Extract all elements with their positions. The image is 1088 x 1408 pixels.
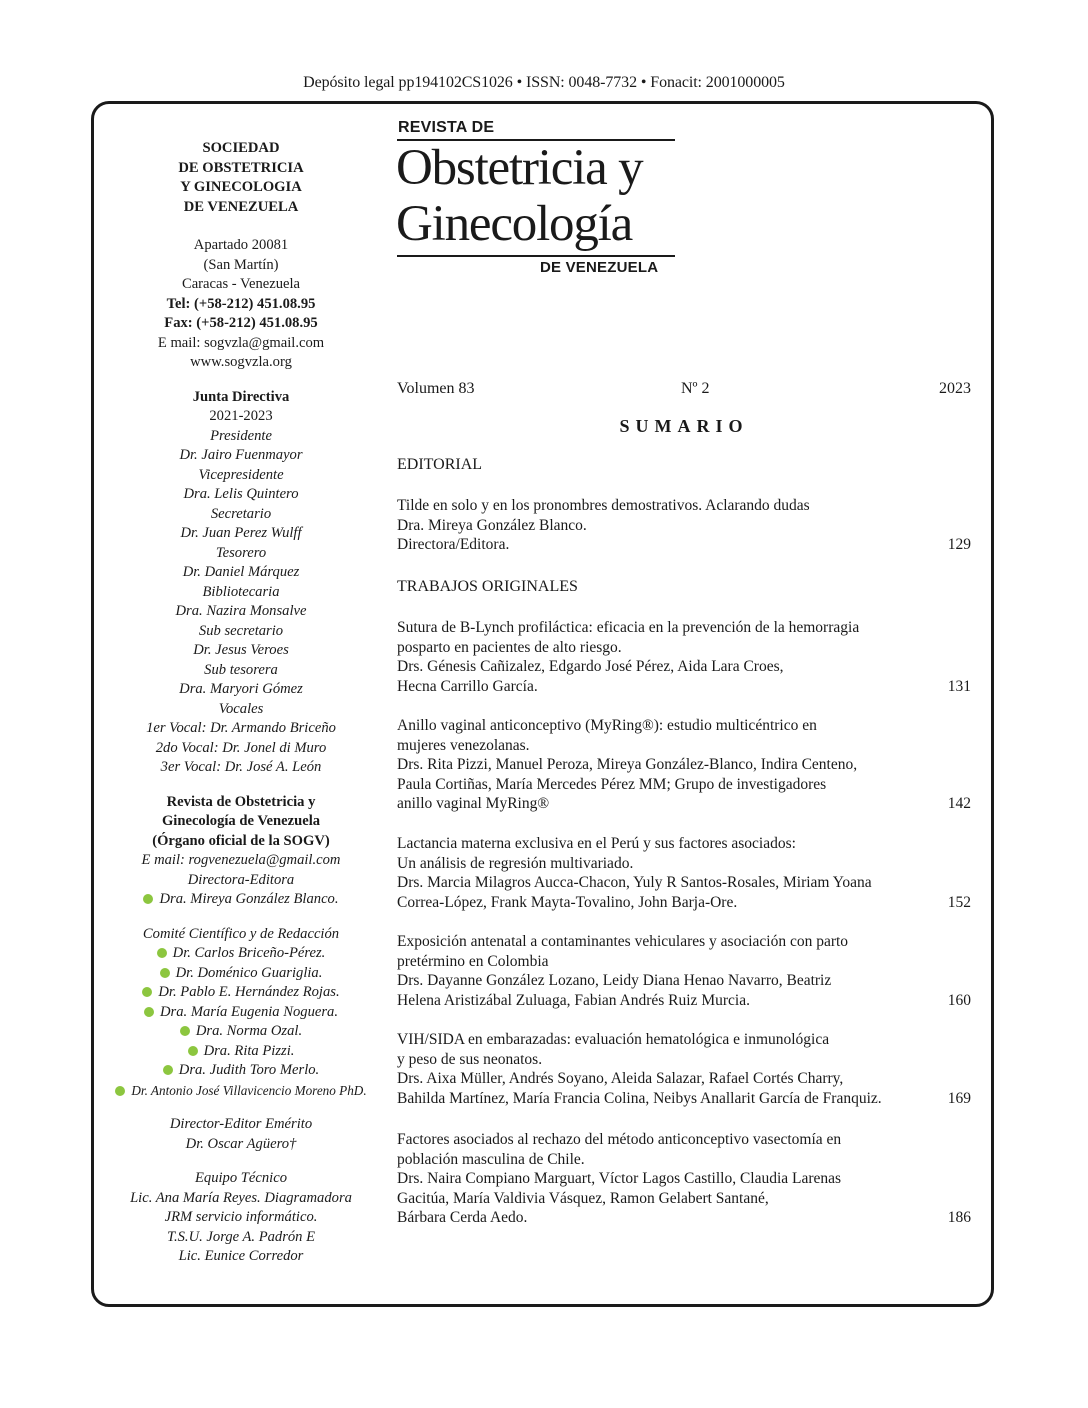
society-name-line: DE VENEZUELA — [183, 198, 299, 215]
header-line: Depósito legal pp194102CS1026 • ISSN: 0048-7732 • Fonacit: 2001000005 — [303, 74, 785, 91]
toc-line: VIH/SIDA en embarazadas: evaluación hematológica e inmunológica — [397, 1031, 830, 1048]
issue-year: 2023 — [939, 380, 971, 397]
toc-entry[interactable] — [397, 1130, 971, 1228]
committee-member-name: Dr. Carlos Briceño-Pérez. — [172, 945, 326, 961]
orcid-icon[interactable] — [143, 894, 153, 904]
toc-line: Drs. Aixa Müller, Andrés Soyano, Aleida Salazar, Rafael Cortés Charry, — [397, 1070, 844, 1087]
emeritus-role: Director-Editor Emérito — [169, 1116, 313, 1132]
committee-member-name: Dra. Rita Pizzi. — [203, 1042, 295, 1059]
toc-line: Factores asociados al rechazo del método anticonceptivo vasectomía en — [397, 1131, 842, 1148]
masthead-title-line: Ginecología — [396, 196, 633, 252]
journal-director — [112, 890, 370, 910]
toc-entry-text — [397, 932, 932, 1010]
committee-member — [112, 983, 370, 1003]
toc-line: Drs. Rita Pizzi, Manuel Peroza, Mireya González-Blanco, Indira Centeno, — [397, 756, 858, 773]
board-role: Secretario — [210, 505, 272, 522]
society-name-line: Y GINECOLOGIA — [180, 179, 302, 195]
orcid-icon[interactable] — [180, 1026, 190, 1036]
orcid-icon[interactable] — [115, 1086, 125, 1096]
journal-line: (Órgano oficial de la SOGV) — [152, 832, 330, 849]
toc-line: Bárbara Cerda Aedo. — [397, 1209, 528, 1226]
toc-entry[interactable] — [397, 1030, 971, 1108]
masthead-title-line: Obstetricia y — [396, 140, 643, 196]
toc-entry[interactable] — [397, 618, 971, 696]
orcid-icon[interactable] — [163, 1065, 173, 1075]
toc-line: Anillo vaginal anticonceptivo (MyRing®): estudio multicéntrico en — [397, 717, 817, 734]
team-title: Equipo Técnico — [194, 1170, 287, 1186]
team-member: Lic. Ana María Reyes. Diagramadora — [130, 1189, 352, 1206]
toc-line: Drs. Naira Compiano Marguart, Víctor Lagos Castillo, Claudia Larenas — [397, 1170, 842, 1187]
board-role: Tesorero — [215, 544, 267, 561]
masthead-rule-bottom — [397, 255, 675, 257]
committee-member-name: Dra. María Eugenia Noguera. — [160, 1003, 338, 1020]
board-member: Dra. Maryori Gómez — [179, 681, 303, 697]
toc-entry-text — [397, 496, 932, 555]
toc-entry[interactable] — [397, 716, 971, 814]
committee-member-name: Dr. Doménico Guariglia. — [175, 964, 323, 981]
team-member: JRM servicio informático. — [164, 1209, 318, 1225]
toc-line: Un análisis de regresión multivariado. — [397, 854, 634, 872]
committee-member-name: Dr. Antonio José Villavicencio Moreno PhD. — [131, 1082, 367, 1098]
toc-line: población masculina de Chile. — [397, 1150, 585, 1168]
issue-line — [397, 380, 971, 400]
team-member: T.S.U. Jorge A. Padrón E — [166, 1228, 316, 1245]
committee-member-name: Dra. Judith Toro Merlo. — [178, 1062, 320, 1078]
committee-title: Comité Científico y de Redacción — [142, 925, 340, 942]
toc-entry-text — [397, 1030, 932, 1108]
orcid-icon[interactable] — [142, 987, 152, 997]
society-fax: Fax: (+58-212) 451.08.95 — [164, 315, 318, 331]
board-member: Dra. Lelis Quintero — [183, 486, 299, 502]
toc-line: Drs. Génesis Cañizalez, Edgardo José Pérez, Aida Lara Croes, — [397, 658, 784, 675]
committee-member — [112, 1042, 370, 1062]
society-name-line: SOCIEDAD — [202, 140, 280, 156]
board-role: Bibliotecaria — [202, 583, 280, 600]
section-originals: TRABAJOS ORIGINALES — [397, 578, 578, 595]
society-web[interactable]: www.sogvzla.org — [190, 354, 292, 370]
board-member: Dr. Daniel Márquez — [182, 564, 300, 580]
toc-line: Helena Aristizábal Zuluaga, Fabian Andrés Ruiz Murcia. — [397, 991, 750, 1009]
toc-page-number: 152 — [947, 893, 971, 911]
board-role: Vocales — [218, 700, 264, 717]
toc-entry-text — [397, 716, 932, 814]
left-column — [112, 139, 370, 1267]
toc-page-number: 142 — [947, 795, 971, 812]
board-member: 3er Vocal: Dr. José A. León — [160, 759, 322, 775]
committee-member-name: Dr. Pablo E. Hernández Rojas. — [158, 984, 340, 1000]
committee-member — [112, 944, 370, 964]
board-years: 2021-2023 — [209, 408, 273, 424]
address-line: Apartado 20081 — [193, 237, 289, 253]
issue-volume: Volumen 83 — [397, 380, 475, 397]
board-title: Junta Directiva — [192, 388, 290, 405]
toc-page-number: 131 — [947, 677, 971, 695]
masthead-bottom: DE VENEZUELA — [540, 259, 659, 276]
toc-line: Correa-López, Frank Mayta-Tovalino, John Barja-Ore. — [397, 893, 738, 911]
committee-member — [112, 1061, 370, 1081]
toc-line: Directora/Editora. — [397, 536, 510, 553]
toc-line: Dra. Mireya González Blanco. — [397, 516, 587, 534]
summary-title: SUMARIO — [619, 416, 749, 436]
toc-line: anillo vaginal MyRing® — [397, 795, 550, 812]
toc-page-number: 169 — [947, 1089, 971, 1107]
board-role: Sub secretario — [198, 622, 284, 639]
toc-line: Sutura de B-Lynch profiláctica: eficacia en la prevención de la hemorragia — [397, 619, 860, 636]
committee-member — [112, 1022, 370, 1042]
toc-line: pretérmino en Colombia — [397, 952, 549, 970]
society-email[interactable]: E mail: sogvzla@gmail.com — [157, 334, 325, 351]
address-line: Caracas - Venezuela — [181, 276, 301, 292]
toc-entry[interactable] — [397, 834, 971, 912]
journal-director-role: Directora-Editora — [187, 871, 295, 888]
toc-line: Drs. Marcia Milagros Aucca-Chacon, Yuly R Santos-Rosales, Miriam Yoana — [397, 874, 872, 891]
board-member: Dr. Juan Perez Wulff — [180, 525, 302, 541]
board-member: Dr. Jairo Fuenmayor — [179, 447, 303, 463]
society-name-line: DE OBSTETRICIA — [178, 159, 304, 176]
toc-line: Paula Cortiñas, María Mercedes Pérez MM; Grupo de investigadores — [397, 775, 827, 793]
board-member: 2do Vocal: Dr. Jonel di Muro — [155, 739, 327, 756]
journal-director-name: Dra. Mireya González Blanco. — [159, 891, 339, 907]
toc-entry[interactable] — [397, 932, 971, 1010]
board-member: 1er Vocal: Dr. Armando Briceño — [146, 720, 336, 736]
toc-line: Gacitúa, María Valdivia Vásquez, Ramon Gelabert Santané, — [397, 1189, 769, 1207]
committee-member — [98, 1081, 384, 1101]
toc-page-number: 129 — [947, 536, 971, 553]
board-role: Presidente — [210, 427, 272, 444]
toc-entry-text — [397, 834, 932, 912]
toc-line: Hecna Carrillo García. — [397, 677, 538, 695]
board-role: Sub tesorera — [204, 661, 278, 678]
journal-line: Ginecología de Venezuela — [161, 813, 321, 829]
board-member: Dr. Jesus Veroes — [193, 642, 289, 658]
masthead-title — [396, 140, 686, 252]
address-line: (San Martín) — [203, 256, 279, 273]
team-member: Lic. Eunice Corredor — [178, 1248, 304, 1264]
committee-member-name: Dra. Norma Ozal. — [195, 1023, 303, 1039]
toc-line: mujeres venezolanas. — [397, 736, 530, 754]
toc-line: Bahilda Martínez, María Francia Colina, Neibys Anallarit García de Franquiz. — [397, 1089, 882, 1107]
committee-member — [112, 1003, 370, 1023]
toc-line: Tilde en solo y en los pronombres demostrativos. Aclarando dudas — [397, 497, 810, 514]
toc-page-number: 160 — [947, 991, 971, 1009]
masthead-top: REVISTA DE — [398, 119, 495, 136]
toc-line: Lactancia materna exclusiva en el Perú y sus factores asociados: — [397, 835, 796, 852]
section-editorial: EDITORIAL — [397, 456, 483, 473]
committee-member — [112, 964, 370, 984]
toc-entry-text — [397, 618, 932, 696]
toc-line: posparto en pacientes de alto riesgo. — [397, 638, 622, 656]
board-member: Dra. Nazira Monsalve — [175, 603, 307, 619]
orcid-icon[interactable] — [188, 1046, 198, 1056]
board-role: Vicepresidente — [198, 466, 284, 483]
toc-line: Exposición antenatal a contaminantes vehiculares y asociación con parto — [397, 933, 849, 950]
toc-line: y peso de sus neonatos. — [397, 1050, 543, 1068]
journal-line: Revista de Obstetricia y — [166, 793, 316, 810]
toc-entry[interactable] — [397, 496, 971, 555]
toc-entry-text — [397, 1130, 932, 1228]
toc-page-number: 186 — [947, 1209, 971, 1226]
orcid-icon[interactable] — [160, 968, 170, 978]
orcid-icon[interactable] — [157, 948, 167, 958]
toc-line: Drs. Dayanne González Lozano, Leidy Diana Henao Navarro, Beatriz — [397, 972, 832, 989]
society-tel: Tel: (+58-212) 451.08.95 — [166, 295, 316, 312]
emeritus-name: Dr. Oscar Agüero† — [185, 1135, 297, 1152]
orcid-icon[interactable] — [144, 1007, 154, 1017]
journal-email[interactable]: E mail: rogvenezuela@gmail.com — [141, 852, 341, 868]
issue-number: Nº 2 — [681, 380, 710, 397]
